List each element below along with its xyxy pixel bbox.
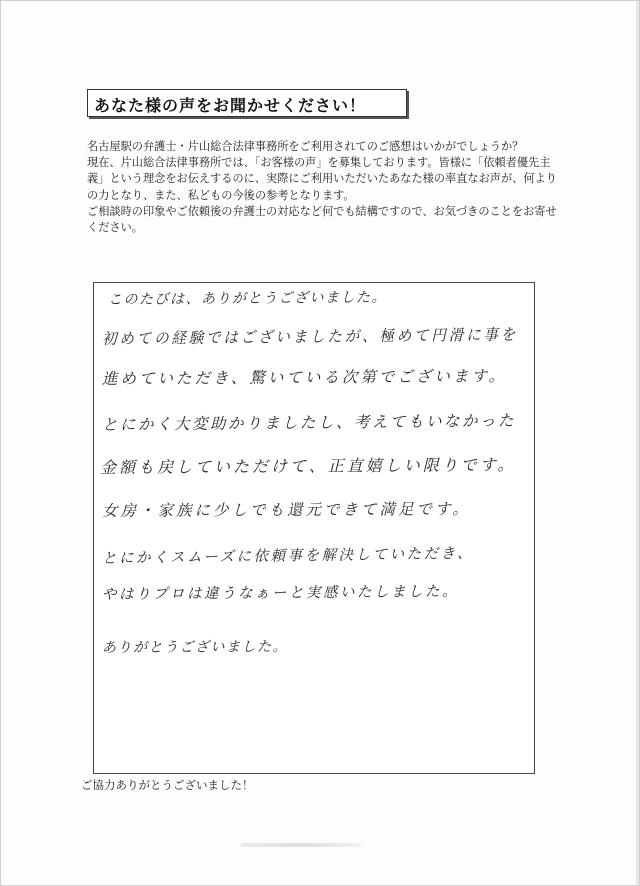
handwritten-line-5: 金額も戻していただけて、正直嬉しい限りです。: [99, 455, 517, 477]
handwritten-line-1: このたびは、ありがとうございました。: [107, 289, 388, 308]
intro-text: [87, 139, 557, 236]
intro-paragraph-2: 現在、片山総合法律事務所では、「お客様の声」を募集しております。皆様に「依頼者優先主義」という理念をお伝えするのに、実際にご利用いただいたあなた様の率直なお声が、何よりの力となり、また、私どもの今後の参考となります。: [87, 156, 557, 202]
scan-artifact: [241, 843, 361, 847]
handwritten-line-3: 進めていただき、驚いている次第でございます。: [101, 367, 508, 388]
intro-paragraph-3: ご相談時の印象やご依頼後の弁護士の対応など何でも結構ですので、お気づきのことをお寄せください。: [87, 204, 557, 235]
handwritten-line-9: ありがとうございました。: [101, 639, 289, 656]
handwritten-line-6: 女房・家族に少しでも還元できて満足です。: [101, 500, 471, 520]
handwritten-line-7: とにかくスムーズに依頼事を解決していただき、: [101, 545, 475, 567]
handwritten-line-8: やはりプロは違うなぁーと実感いたしました。: [101, 583, 460, 603]
handwritten-line-2: 初めての経験ではございましたが、極めて円滑に事を: [101, 325, 519, 348]
page-title: あなた様の声をお聞かせください！: [94, 96, 367, 115]
handwritten-comment: [94, 283, 534, 773]
title-box: [87, 89, 407, 117]
intro-paragraph-1: 名古屋駅の弁護士・片山総合法律事務所をご利用されてのご感想はいかがでしょうか？: [87, 140, 524, 153]
thanks-footer: ご協力ありがとうございました！: [81, 778, 254, 792]
handwritten-line-4: とにかく大変助かりましたし、考えてもいなかった: [101, 411, 517, 434]
comment-box: [93, 282, 535, 774]
page-edge-shadow: [636, 1, 639, 885]
